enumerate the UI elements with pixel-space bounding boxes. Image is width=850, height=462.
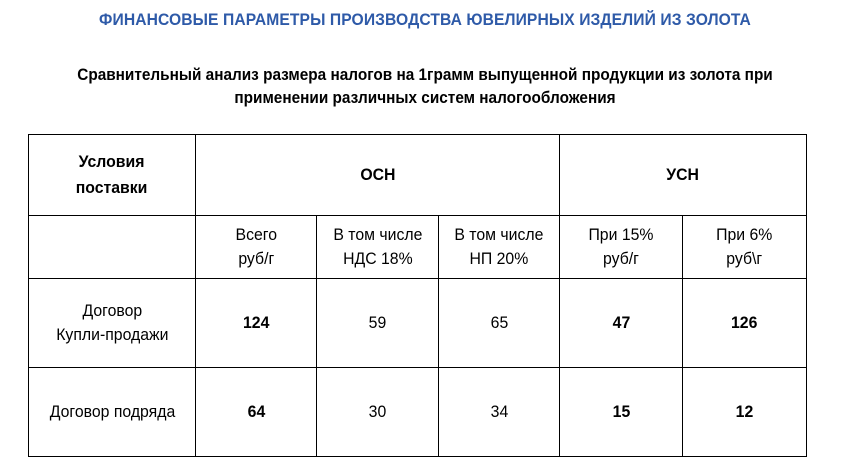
table-subheader-row — [29, 216, 807, 279]
subheader-usn-6-line-1: При 6% — [716, 225, 773, 244]
subheader-usn-15-line-2: руб/г — [603, 249, 639, 268]
value-osn-vat: 59 — [317, 279, 439, 368]
table-row — [29, 368, 807, 457]
row-label-line-1: Договор — [82, 301, 142, 320]
tax-comparison-table — [28, 134, 807, 457]
table-header-row — [29, 135, 807, 216]
subheader-vat-line-1: В том числе — [332, 225, 423, 244]
subheader-profit-tax — [439, 216, 560, 279]
value-osn-vat: 30 — [317, 368, 439, 457]
value-usn-6: 12 — [683, 368, 807, 457]
usn-group-header: УСН — [560, 135, 807, 216]
value-usn-15: 47 — [560, 279, 683, 368]
conditions-header-cell — [29, 135, 196, 216]
subheader-usn-6 — [683, 216, 807, 279]
row-label-line-1: Договор подряда — [49, 402, 175, 421]
conditions-header-line-1: Условия — [79, 152, 145, 171]
row-label-line-2: Купли-продажи — [55, 325, 169, 344]
conditions-header-line-2: поставки — [76, 178, 148, 197]
subheader-total-line-1: Всего — [235, 225, 277, 244]
subheader-profit-tax-line-2: НП 20% — [469, 249, 529, 268]
osn-group-header: ОСН — [196, 135, 560, 216]
subtitle-line-2: применении различных систем налогообложения — [234, 89, 616, 107]
row-label-contract-work — [29, 368, 196, 457]
subheader-usn-15-line-1: При 15% — [588, 225, 654, 244]
value-osn-total: 64 — [196, 368, 317, 457]
subheader-usn-6-line-2: руб\г — [726, 249, 763, 268]
empty-label-cell — [29, 216, 196, 279]
value-usn-6: 126 — [683, 279, 807, 368]
subheader-vat-line-2: НДС 18% — [342, 249, 413, 268]
subheader-usn-15 — [560, 216, 683, 279]
subheader-total-line-2: руб/г — [238, 249, 274, 268]
value-osn-total: 124 — [196, 279, 317, 368]
document-subtitle — [30, 64, 821, 110]
row-label-purchase-sale — [29, 279, 196, 368]
subheader-vat — [317, 216, 439, 279]
table-row — [29, 279, 807, 368]
subheader-total — [196, 216, 317, 279]
subtitle-line-1: Сравнительный анализ размера налогов на 1грамм выпущенной продукции из золота при — [77, 66, 773, 84]
value-osn-profit-tax: 34 — [439, 368, 560, 457]
value-usn-15: 15 — [560, 368, 683, 457]
subheader-profit-tax-line-1: В том числе — [454, 225, 544, 244]
value-osn-profit-tax: 65 — [439, 279, 560, 368]
document-banner-title: ФИНАНСОВЫЕ ПАРАМЕТРЫ ПРОИЗВОДСТВА ЮВЕЛИРНЫХ ИЗДЕЛИЙ ИЗ ЗОЛОТА — [99, 10, 751, 29]
